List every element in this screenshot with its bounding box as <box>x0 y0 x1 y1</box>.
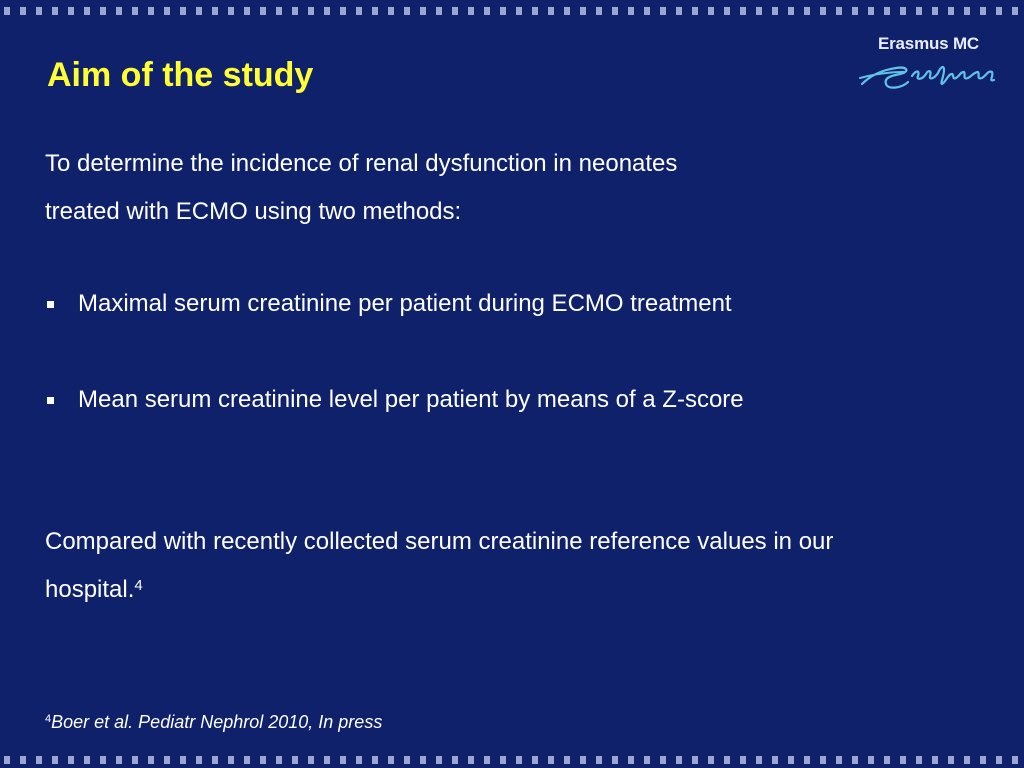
bottom-dotted-border <box>0 756 1024 764</box>
compared-line-2-text: hospital. <box>45 576 135 603</box>
erasmus-signature-icon <box>856 54 1004 96</box>
compared-line-1: Compared with recently collected serum creatinine reference values in our <box>45 528 834 555</box>
intro-line-2: treated with ECMO using two methods: <box>45 198 462 225</box>
compared-paragraph <box>45 518 833 614</box>
intro-line-1: To determine the incidence of renal dysfunction in neonates <box>45 150 678 177</box>
square-bullet-icon <box>47 301 54 308</box>
footnote <box>45 712 382 733</box>
top-dotted-border <box>0 7 1024 15</box>
square-bullet-icon <box>47 397 54 404</box>
footnote-text: Boer et al. Pediatr Nephrol 2010, In press <box>51 712 383 732</box>
intro-paragraph <box>45 140 677 236</box>
slide-title: Aim of the study <box>47 56 314 94</box>
reference-superscript: 4 <box>134 577 143 594</box>
logo-wordmark: Erasmus MC <box>878 34 979 53</box>
compared-line-2 <box>45 566 833 614</box>
erasmus-mc-logo <box>856 34 1004 98</box>
footnote-superscript: 4 <box>45 713 52 725</box>
bullet-item <box>45 290 732 318</box>
bullet-item <box>45 386 744 414</box>
bullet-text: Mean serum creatinine level per patient by means of a Z-score <box>78 386 744 413</box>
bullet-text: Maximal serum creatinine per patient during ECMO treatment <box>78 290 732 317</box>
